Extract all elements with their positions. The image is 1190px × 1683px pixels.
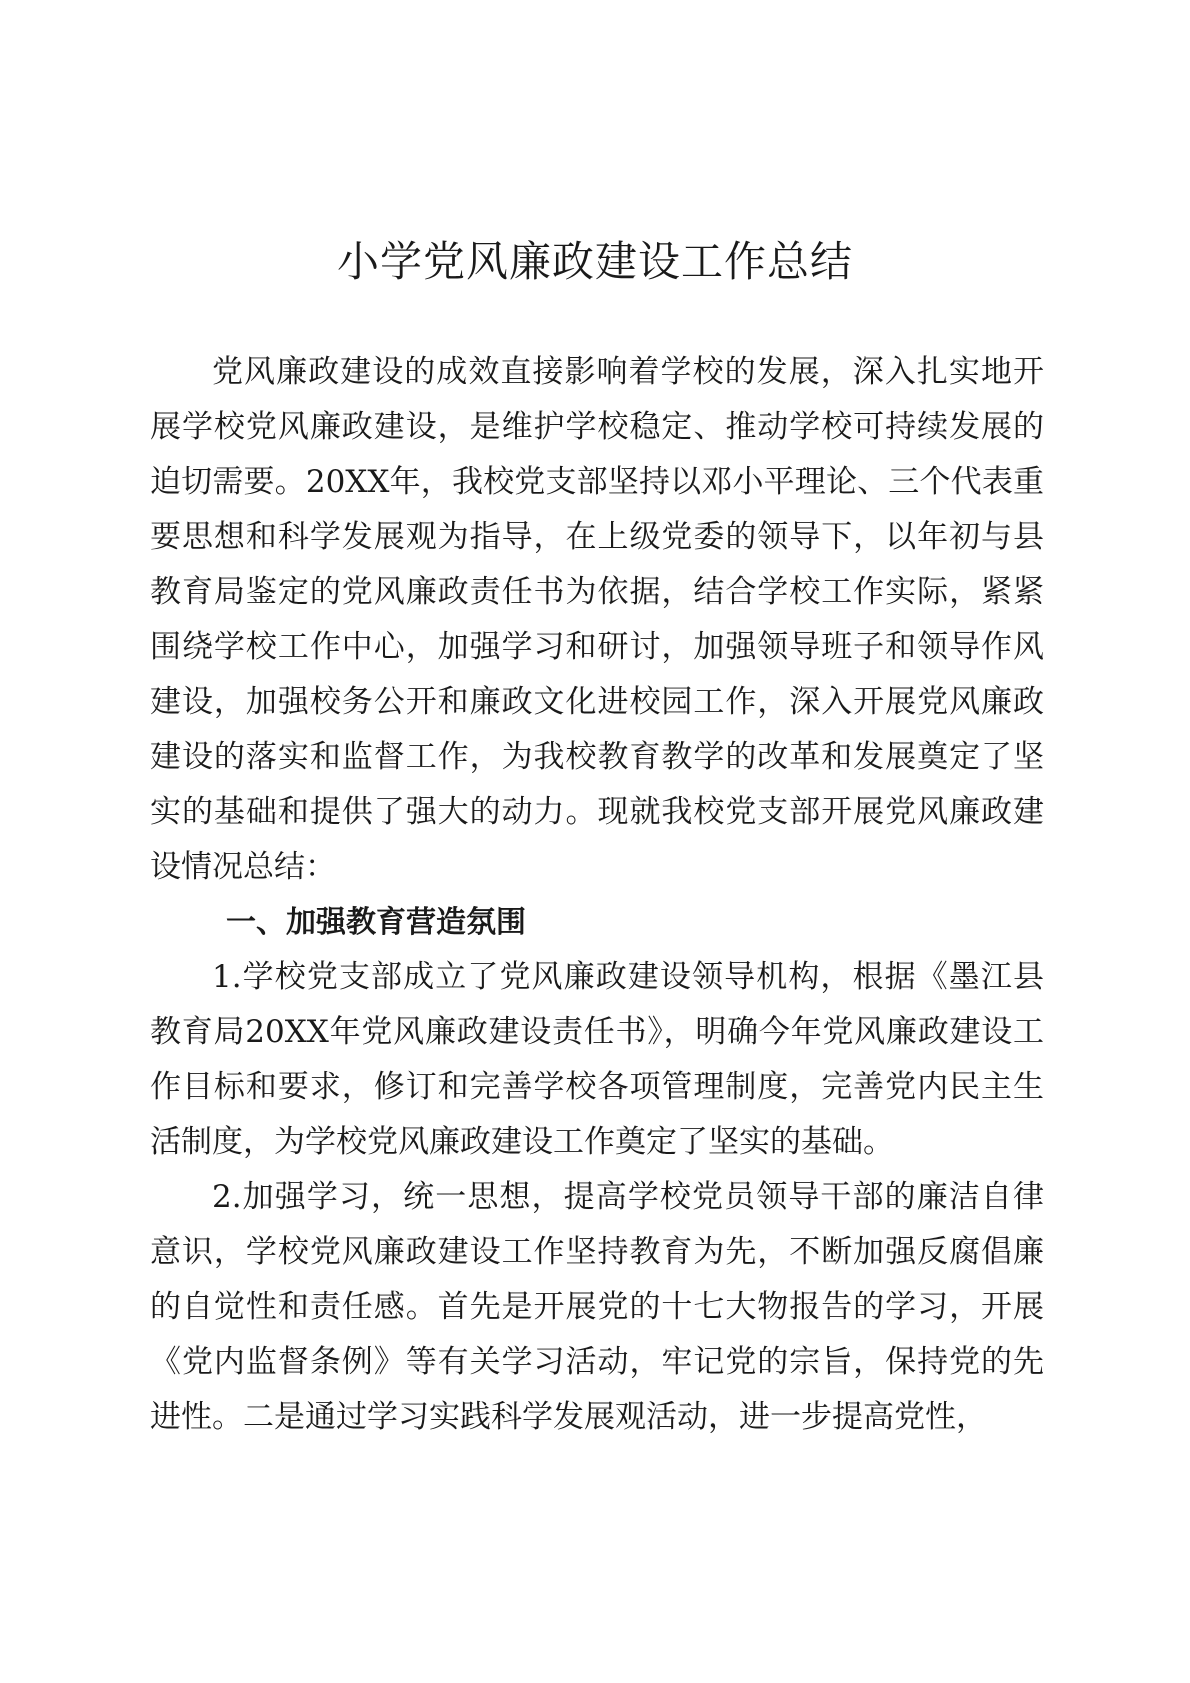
- document-title: 小学党风廉政建设工作总结: [336, 237, 853, 286]
- document-body: [150, 345, 1044, 1445]
- item-paragraph-1: 1.学校党支部成立了党风廉政建设领导机构，根据《墨江县教育局20XX年党风廉政建设责任书》，明确今年党风廉政建设工作目标和要求，修订和完善学校各项管理制度，完善党内民主生活制度，为学校党风廉政建设工作奠定了坚实的基础。: [150, 959, 1044, 1160]
- section-heading-1: 一、加强教育营造氛围: [226, 905, 526, 940]
- item-paragraph-2: 2.加强学习，统一思想，提高学校党员领导干部的廉洁自律意识，学校党风廉政建设工作坚持教育为先，不断加强反腐倡廉的自觉性和责任感。首先是开展党的十七大物报告的学习，开展《党内监督条例》等有关学习活动，牢记党的宗旨，保持党的先进性。二是通过学习实践科学发展观活动，进一步提高党性，: [150, 1179, 1044, 1435]
- intro-paragraph: 党风廉政建设的成效直接影响着学校的发展，深入扎实地开展学校党风廉政建设，是维护学校稳定、推动学校可持续发展的迫切需要。20XX年，我校党支部坚持以邓小平理论、三个代表重要思想和科学发展观为指导，在上级党委的领导下，以年初与县教育局鉴定的党风廉政责任书为依据，结合学校工作实际，紧紧围绕学校工作中心，加强学习和研讨，加强领导班子和领导作风建设，加强校务公开和廉政文化进校园工作，深入开展党风廉政建设的落实和监督工作，为我校教育教学的改革和发展奠定了坚实的基础和提供了强大的动力。现就我校党支部开展党风廉政建设情况总结：: [150, 354, 1044, 885]
